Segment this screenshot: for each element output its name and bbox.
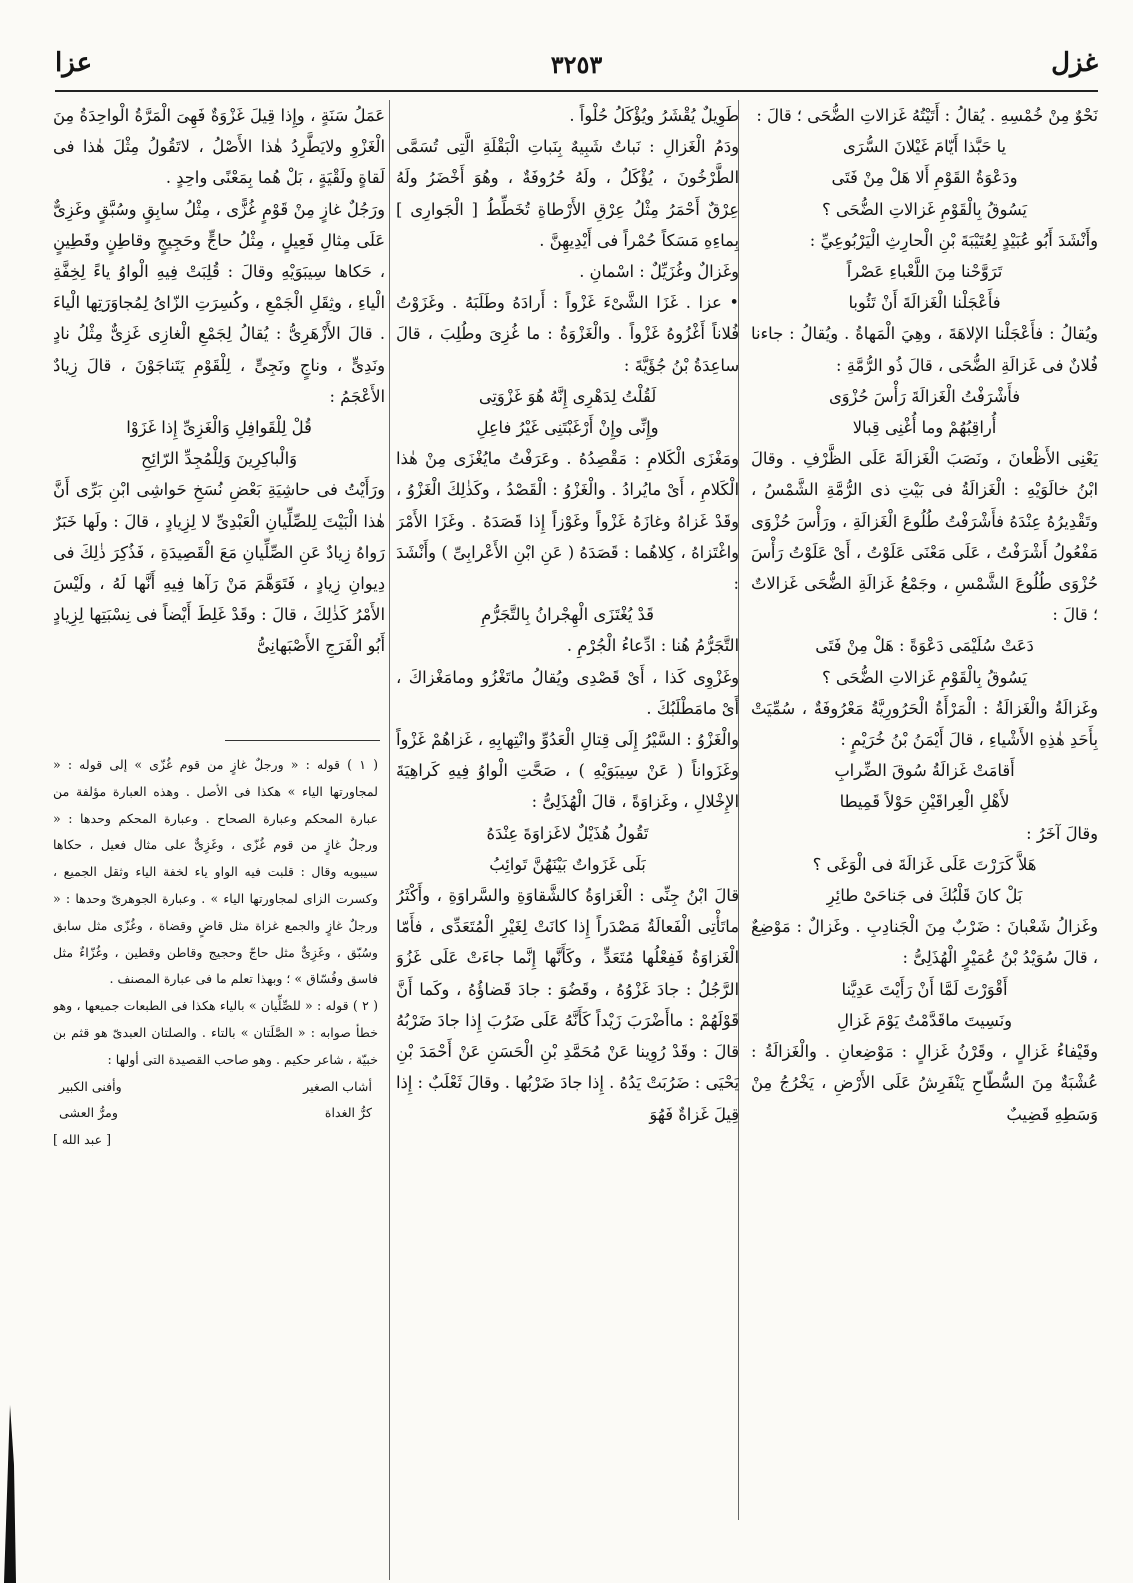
column-right	[751, 100, 1098, 1520]
verse-line: وَالْباكِرِينَ وَلِلْمُجِدِّ الرّائِحِ	[141, 449, 297, 469]
paragraph: وأَنْشَدَ أَبُو عُبَيْدٍ لِعُتَيْبَةَ بْنِ الْحارِثِ الْيَرْبُوعِيِّ :	[809, 230, 1098, 250]
paragraph: والْغَزْوُ : السَّيْرُ إِلَى قِتالِ الْعَدُوِّ وانْتِهابِهِ ، غَزاهُمْ غَزْواً وغَزَواناً ( عَنْ سِيبَوَيْهِ ) ، صَحَّتِ الْواوُ فِيهِ كَراهِيَةَ الإِخْلالِ ، وغَزاوَةً ، قالَ الْهُذَلِىُّ :	[396, 730, 739, 812]
column-divider	[389, 100, 390, 1580]
paragraph: وقَيْفاءُ غَزالٍ ، وقَرْنُ غَزالٍ : مَوْضِعانِ . والْغَزالَةُ : عُشْبَةٌ مِنَ السُّطّاحِ يَنْفَرِشُ عَلَى الأَرْضِ ، يَخْرُجُ مِنْ وَسَطِهِ قَضِيبٌ	[751, 1042, 1098, 1124]
verse-line: تَقُولُ هُذَيْلٌ لاغَزاوَةَ عِنْدَهُ	[486, 823, 649, 843]
paragraph: طَوِيلٌ يُقْشَرُ ويُؤْكَلُ حُلْواً .	[569, 106, 739, 125]
hemistich: ومرُّ العشى	[59, 1105, 118, 1121]
paragraph: وقالَ آخَرُ :	[1026, 823, 1098, 843]
footnote-rule	[225, 740, 380, 741]
footnote: ( ١ ) قوله : « ورجلٌ غازٍ من قوم غُزّى » إلى قوله : « لمجاورتها الياء » هكذا فى الأصل . وهذه العبارة مؤلفة من عبارة المحكم وعبارة الصحاح . وعبارة المحكم وحدها : « ورجلٌ غازٍ من قوم غُزّى ، وغَزِىٌّ على مثال فعيل ، حكاها سيبويه وقال : قلبت فيه الواو ياء لخفة الياء وثقل الجميع ، وكسرت الزاى لمجاورتها الياء » . وعبارة الجوهرىّ وحدها : « ورجلٌ غازٍ والجمع غزاة مثل قاضٍ وقضاة ، وغُزّى مثل سابق وسُبّق ، وغَزِىٌّ مثل حاجّ وحجيج وقاطن وقطين ، وغُزّاءٌ مثل فاسق وفُسّاق » ؛ وبهذا تعلم ما فى عبارة المصنف .	[53, 757, 378, 987]
paragraph: ويُقالُ : فأَعْجَلْنا الإلاهَةَ ، وهِيَ الْمَهاةُ . ويُقالُ : جاءنا فُلانٌ فى غَزالَةِ الضُّحَى ، قالَ ذُو الرُّمَّةِ :	[751, 324, 1098, 375]
verse-line: قُلْ لِلْقَوافِلِ وَالْغَزِىِّ إِذا غَزَوْا	[126, 418, 312, 438]
entry-head-paragraph: • عزا . غَزَا الشَّىْءَ غَزْواً : أَرادَهُ وطَلَبَهُ . وغَزَوْتُ فُلاناً أَغْزُوهُ غَزْواً . والْغَزْوَةُ : ما غُزِىَ وطُلِبَ ، قالَ ساعِدَةُ بْنُ جُؤَيَّةَ :	[396, 293, 739, 375]
footnote-verse-line	[53, 1074, 378, 1101]
verse-line: بَلَى غَزَواتٌ بَيْنَهُنَّ تَوائِبُ	[489, 854, 646, 874]
header-rule	[55, 90, 1098, 92]
verse-line: يَسُوقُ بِالْقَوْمِ غَزالاتِ الضُّحَى ؟	[822, 667, 1027, 687]
verse-line: أَقامَتْ غَزالَةُ سُوقَ الضِّرابِ	[834, 761, 1015, 781]
footnote-verse-line	[53, 1100, 378, 1127]
page-number: ٣٢٥٣	[550, 50, 603, 79]
page-header	[55, 44, 1098, 94]
verse-line: أَقْوَرْتَ لَمَّا أَنْ رَأَيْتَ عَدِيَّنا	[841, 979, 1008, 999]
verse-line: قَدْ يُغْتَزَى الْهِجْرانُ بِالتَّجَرُّمِ	[481, 605, 654, 625]
paragraph: ورَجُلٌ غازٍ مِنْ قَوْمٍ غُزًّى ، مِثْلُ سابِقٍ وسُبَّقٍ وغَزِىٌّ عَلَى مِثالِ فَعِيلٍ ، مِثْلُ حاجٍّ وحَجِيجٍ وقاطِنٍ وقَطِينٍ ، حَكاها سِيبَوَيْهِ وقالَ : قُلِبَتْ فِيهِ الْواوُ ياءً لِخِفَّةِ الْياءِ ، وثِقَلِ الْجَمْعِ ، وكُسِرَتِ الزّاىُ لِمُجاوَرَتِها الْياءَ . قالَ الأَزْهَرِىُّ : يُقالُ لِجَمْعِ الْغازِى غَزِىٌّ مِثْلُ نادٍ ونَدِىٍّ ، وناجٍ ونَجِىٍّ ، لِلْقَوْمِ يَتَناجَوْنَ ، قالَ زِيادٌ الأَعْجَمُ :	[53, 199, 385, 406]
paragraph: نَحْوٌ مِنْ خُمْسِهِ . يُقالُ : أَتَيْتُهُ غَزالاتِ الضُّحَى ؛ قالَ :	[756, 106, 1098, 125]
verse-line: يَسُوقُ بِالْقَوْمِ غَزالاتِ الضُّحَى ؟	[822, 199, 1027, 219]
verse-line: ونَسِيتَ ماقَدَّمْتُ يَوْمَ غَزالِ	[837, 1010, 1012, 1030]
paragraph: قالَ ابْنُ جِنِّى : الْغَزاوَةُ كالشَّقاوَةِ والسَّراوَةِ ، وأَكْثَرُ ماتَأْتِى الْفَعالَةُ مَصْدَراً إِذا كانَتْ لِغَيْرِ الْمُتَعَدِّى ، فأَمّا الْغَزاوَةُ فَفِعْلُها مُتَعَدٍّ ، وكَأَنَّها إِنَّما جاءَتْ عَلَى غَزُوَ الرَّجُلُ : جادَ غَزْوُهُ ، وقَضُوَ : جادَ قَضاؤُهُ ، وكَما أَنَّ قَوْلَهُمْ : ماأَضْرَبَ زَيْداً كَأَنَّهُ عَلَى ضَرُبَ إِذا جادَ ضَرْبُهُ قالَ : وقَدْ رُوِينا عَنْ مُحَمَّدِ بْنِ الْحَسَنِ عَنْ أَحْمَدَ بْنِ يَحْيَى : ضَرُبَتْ يَدُهُ . إِذا جادَ ضَرْبُها . وقالَ ثَعْلَبٌ : إِذا قِيلَ غَزاةٌ فَهُوَ	[396, 886, 739, 1124]
paragraph: وغَزالَةُ والْغَزالَةُ : الْمَرْأَةُ الْحَرُورِيَّةُ مَعْرُوفَةٌ ، سُمِّيَتْ بِأَحَدِ هٰذِهِ الأَشْياءِ ، قالَ أَيْمَنُ بْنُ خُرَيْمٍ :	[751, 698, 1098, 750]
column-middle	[396, 100, 739, 1530]
paragraph: وغَزالٌ وغُزَيِّلٌ : اسْمانِ .	[579, 262, 739, 282]
paragraph: ودَمُ الْغَزالِ : نَباتٌ شَبِيهٌ بِنَباتِ الْبَقْلَةِ الَّتِى تُسَمَّى الطَّرْخُونَ ، يُؤْكَلُ ، ولَهُ حُرُوفَةٌ ، وهُوَ أَخْضَرُ ولَهُ عِرْقٌ أَحْمَرُ مِثْلُ عِرْقِ الأَرْطاةِ تُخَطِّطُ [ الْجَوارِى ] بِماءِهِ مَسَكاً حُمْراً فى أَيْدِيهِنَّ .	[396, 137, 739, 250]
verse-line: لَقُلْتُ لِدَهْرِى إِنَّهُ هُوَ غَزْوَتِى	[478, 386, 657, 406]
header-root-word-right: غزل	[1051, 48, 1098, 78]
scan-edge-mark	[4, 1405, 18, 1583]
verse-line: أُراقِبُهُمْ وما أُغْنِى قِبالا	[852, 418, 997, 438]
column-left	[53, 100, 385, 720]
paragraph: التَّجَرُّمُ هُنا : ادِّعاءُ الْجُرْمِ .	[566, 636, 739, 656]
verse-line: هَلاَّ كَرَرْتَ عَلَى غَزالَةَ فى الْوَغَى ؟	[812, 854, 1037, 874]
verse-line: ودَعْوَةُ القَوْمِ أَلا هَلْ مِنْ فَتَى	[831, 168, 1018, 188]
verse-line: لأَهْلِ الْعِراقَيْنِ حَوْلاً قَمِيطا	[839, 792, 1010, 812]
paragraph: يَعْنِى الأَظْعانَ ، ونَصَبَ الْغَزالَةَ عَلَى الظَّرْفِ . وقالَ ابْنُ خالَوَيْهِ : الْغَزالَةُ فى بَيْتِ ذى الرُّمَّةِ الشَّمْسُ ، وتَقْدِيرُهُ عِنْدَهُ فأَشْرَفْتُ طُلُوعَ الْغَزالَةِ ، ورَأْسَ حُزْوَى مَفْعُولُ أَشْرَفْتُ ، عَلَى مَعْنَى عَلَوْتُ ، أَىْ عَلَوْتُ رَأْسَ حُزْوَى طُلُوعَ الشَّمْسِ ، وجَمْعُ غَزالَةِ الضُّحَى غَزالاتٌ ؛ قالَ :	[751, 449, 1098, 625]
editor-signature: [ عبد الله ]	[53, 1132, 112, 1148]
paragraph: عَمَلُ سَنَةٍ ، وإِذا قِيلَ غَزْوَةٌ فَهِىَ الْمَرَّةُ الْواحِدَةُ مِنَ الْغَزْوِ ولايَطَّرِدُ هٰذا الأَصْلُ ، لاتَقُولُ مِثْلَ هٰذا فى لَقاةٍ ولَقْيَةٍ ، بَلْ هُما بِمَعْنًى واحِدٍ .	[53, 106, 385, 188]
verse-line: يا حَبَّذا أَيّامَ غَيْلانَ السُّرَى	[842, 137, 1007, 157]
paragraph: وغَزالُ شَعْبانَ : ضَرْبٌ مِنَ الْجَنادِبِ . وغَزالٌ : مَوْضِعٌ ، قالَ سُوَيْدُ بْنُ عُمَيْرٍ الْهُذَلِىُّ :	[751, 917, 1098, 968]
verse-line: بَلْ كانَ قَلْبُكَ فى جَناحَىْ طائِرِ	[826, 886, 1023, 906]
verse-line: دَعَتْ سُلَيْمَى دَعْوَةً : هَلْ مِنْ فَتَى	[815, 636, 1034, 656]
paragraph: وغَزْوِى كَذا ، أَىْ قَصْدِى ويُقالُ ماتَغْزُو ومامَغْزاكَ ، أَىْ مامَطْلَبُكَ .	[396, 667, 739, 718]
verse-line: تَرَوَّحْنا مِنَ اللَّعْباءِ عَصْراً	[846, 262, 1003, 282]
verse-line: فأَشْرَفْتُ الْغَزالَةَ رَأْسَ حُزْوَى	[828, 386, 1021, 406]
hemistich: وأفنى الكبير	[59, 1078, 122, 1094]
paragraph: ومَغْزَى الْكَلامِ : مَقْصِدُهُ . وعَرَفْتُ مايُغْزَى مِنْ هٰذا الْكَلامِ ، أَىْ مايُرادُ . والْغَزْوُ : الْقَصْدُ ، وكَذٰلِكَ الْغَزْوُ ، وقَدْ غَزاهُ وغازَهُ غَزْواً وغَوْزاً إِذا قَصَدَهُ . وغَزَا الأَمْرَ واغْتَزاهُ ، كِلاهُما : قَصَدَهُ ( عَنِ ابْنِ الأَعْرابِىِّ ) وأَنْشَدَ :	[396, 449, 739, 594]
footnotes	[53, 752, 378, 1452]
header-root-word-left: عزا	[55, 48, 93, 78]
verse-line: فأَعْجَلْنا الْغَزالَةَ أَنْ تَئُوبا	[848, 293, 1001, 313]
footnote: ( ٢ ) قوله : « للصِّلِّيان » بالياء هكذا فى الطبعات جميعها ، وهو خطأ صوابه : « الصَّلَتان » بالتاء . والصلتان العبدىّ هو قثم بن خبيّة ، شاعر حكيم . وهو صاحب القصيدة التى أولها :	[53, 998, 378, 1067]
hemistich: كرُّ الغداة	[324, 1105, 372, 1121]
paragraph: ورَأَيْتُ فى حاشِيَةِ بَعْضِ نُسَخِ حَواشِى ابْنِ بَرِّى أَنَّ هٰذا الْبَيْتَ لِلصِّلِّيانِ الْعَبْدِىِّ لا لِزِيادٍ ، قالَ : ولَها خَبَرٌ رَواهُ زِيادٌ عَنِ الصِّلِّيانِ مَعَ الْقَصِيدَةِ ، فَذُكِرَ ذٰلِكَ فى دِيوانِ زِيادٍ ، فَتَوَهَّمَ مَنْ رَآها فِيهِ أَنَّها لَهُ ، ولَيْسَ الأَمْرُ كَذٰلِكَ ، قالَ : وقَدْ غَلِطَ أَيْضاً فى نِسْبَتِها لِزِيادٍ أَبُو الْفَرَجِ الأَصْبَهانِىُّ	[53, 480, 385, 656]
verse-line: وإِنِّى وإِنْ أَرْغَبْتَنِى غَيْرُ فاعِلِ	[476, 418, 659, 438]
hemistich: أشاب الصغير	[303, 1078, 372, 1094]
